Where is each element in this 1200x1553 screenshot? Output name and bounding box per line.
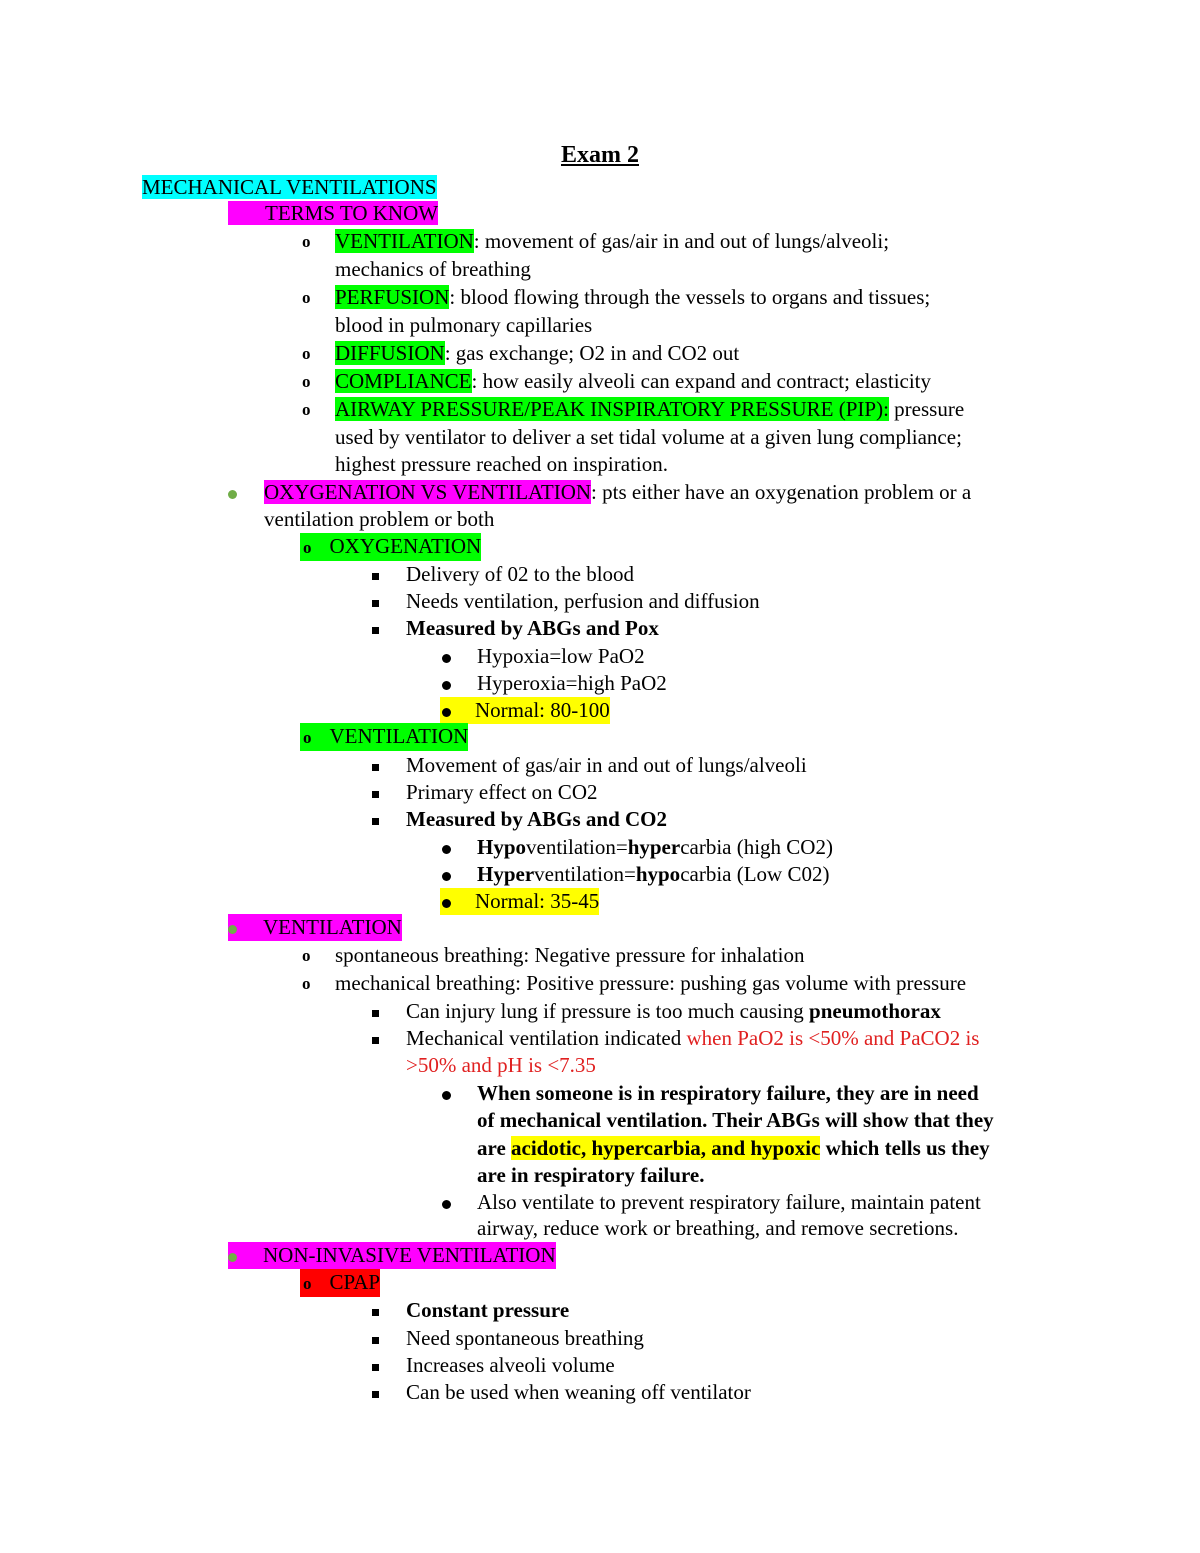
vent-item: Movement of gas/air in and out of lungs/alveoli	[406, 753, 807, 777]
bullet-dot-icon	[228, 1253, 237, 1262]
vent2-sub-cont: >50% and pH is <7.35	[406, 1053, 596, 1077]
resp-failure-cont: are in respiratory failure.	[477, 1163, 705, 1187]
vent-sub: Hyperventilation=hypocarbia (Low C02)	[477, 862, 830, 886]
dot-bullet-icon	[442, 1189, 451, 1216]
square-bullet-icon	[372, 752, 379, 779]
term-compliance: COMPLIANCE: how easily alveoli can expand and contract; elasticity	[335, 369, 932, 393]
dot-bullet-icon	[442, 899, 451, 908]
square-bullet-icon	[372, 615, 379, 642]
dot-bullet-icon	[442, 643, 451, 670]
term-perfusion-cont: blood in pulmonary capillaries	[335, 313, 593, 337]
bullet-dot-icon	[228, 479, 237, 506]
ventilation-heading: o VENTILATION	[300, 723, 468, 750]
o-bullet-icon: o	[302, 288, 311, 307]
o-bullet-icon: o	[302, 372, 311, 391]
niv-heading: NON-INVASIVE VENTILATION	[228, 1242, 556, 1269]
o-bullet-icon: o	[303, 728, 312, 747]
term-ventilation-cont: mechanics of breathing	[335, 257, 531, 281]
terms-heading: TERMS TO KNOW	[228, 200, 438, 227]
square-bullet-icon	[372, 806, 379, 833]
oxy-sub: Hyperoxia=high PaO2	[477, 671, 667, 695]
term-pip: AIRWAY PRESSURE/PEAK INSPIRATORY PRESSURE (PIP): pressure	[335, 397, 965, 421]
term-pip-cont: used by ventilator to deliver a set tidal volume at a given lung compliance;	[335, 425, 962, 449]
also-ventilate: Also ventilate to prevent respiratory failure, maintain patent	[477, 1190, 981, 1214]
also-ventilate-cont: airway, reduce work or breathing, and remove secretions.	[477, 1216, 959, 1240]
square-bullet-icon	[372, 561, 379, 588]
cpap-item: Can be used when weaning off ventilator	[406, 1380, 751, 1404]
dot-bullet-icon	[442, 834, 451, 861]
vent2-item: mechanical breathing: Positive pressure: pushing gas volume with pressure	[335, 971, 967, 995]
o-bullet-icon: o	[302, 974, 311, 993]
vent-item: Primary effect on CO2	[406, 780, 598, 804]
page-title: Exam 2	[561, 142, 639, 168]
cpap-item: Constant pressure	[406, 1298, 570, 1322]
square-bullet-icon	[372, 1325, 379, 1352]
o-bullet-icon: o	[303, 1274, 312, 1293]
term-ventilation: VENTILATION: movement of gas/air in and out of lungs/alveoli;	[335, 229, 890, 253]
square-bullet-icon	[372, 1025, 379, 1052]
bullet-dot-icon	[228, 925, 237, 934]
oxy-item: Needs ventilation, perfusion and diffusion	[406, 589, 760, 613]
cpap-heading: o CPAP	[300, 1269, 380, 1296]
resp-failure: When someone is in respiratory failure, they are in need	[477, 1081, 979, 1105]
cpap-item: Need spontaneous breathing	[406, 1326, 644, 1350]
vent2-sub: Mechanical ventilation indicated when PaO2 is <50% and PaCO2 is	[406, 1026, 980, 1050]
vent2-item: spontaneous breathing: Negative pressure for inhalation	[335, 943, 805, 967]
vent-normal: Normal: 35-45	[440, 888, 599, 915]
oxy-vs-vent-heading: OXYGENATION VS VENTILATION: pts either have an oxygenation problem or a	[264, 480, 972, 504]
cpap-item: Increases alveoli volume	[406, 1353, 615, 1377]
square-bullet-icon	[372, 1379, 379, 1406]
vent2-sub: Can injury lung if pressure is too much causing pneumothorax	[406, 999, 941, 1023]
o-bullet-icon: o	[302, 400, 311, 419]
o-bullet-icon: o	[302, 344, 311, 363]
square-bullet-icon	[372, 1352, 379, 1379]
vent-item: Measured by ABGs and CO2	[406, 807, 667, 831]
oxy-sub: Hypoxia=low PaO2	[477, 644, 645, 668]
resp-failure-cont: are acidotic, hypercarbia, and hypoxic which tells us they	[477, 1136, 990, 1160]
oxygenation-heading: o OXYGENATION	[300, 533, 481, 560]
vent-sub: Hypoventilation=hypercarbia (high CO2)	[477, 835, 833, 859]
dot-bullet-icon	[442, 670, 451, 697]
dot-bullet-icon	[442, 1080, 451, 1107]
oxy-item: Measured by ABGs and Pox	[406, 616, 659, 640]
o-bullet-icon: o	[302, 946, 311, 965]
ventilation2-heading: VENTILATION	[228, 914, 402, 941]
square-bullet-icon	[372, 1297, 379, 1324]
dot-bullet-icon	[442, 708, 451, 717]
resp-failure-cont: of mechanical ventilation. Their ABGs will show that they	[477, 1108, 994, 1132]
term-pip-cont2: highest pressure reached on inspiration.	[335, 452, 668, 476]
term-perfusion: PERFUSION: blood flowing through the vessels to organs and tissues;	[335, 285, 931, 309]
square-bullet-icon	[372, 998, 379, 1025]
o-bullet-icon: o	[302, 232, 311, 251]
oxy-normal: Normal: 80-100	[440, 697, 610, 724]
square-bullet-icon	[372, 779, 379, 806]
oxy-item: Delivery of 02 to the blood	[406, 562, 635, 586]
term-diffusion: DIFFUSION: gas exchange; O2 in and CO2 out	[335, 341, 740, 365]
oxy-vs-vent-cont: ventilation problem or both	[264, 507, 495, 531]
o-bullet-icon: o	[303, 538, 312, 557]
dot-bullet-icon	[442, 861, 451, 888]
section-heading: MECHANICAL VENTILATIONS	[142, 175, 437, 199]
square-bullet-icon	[372, 588, 379, 615]
